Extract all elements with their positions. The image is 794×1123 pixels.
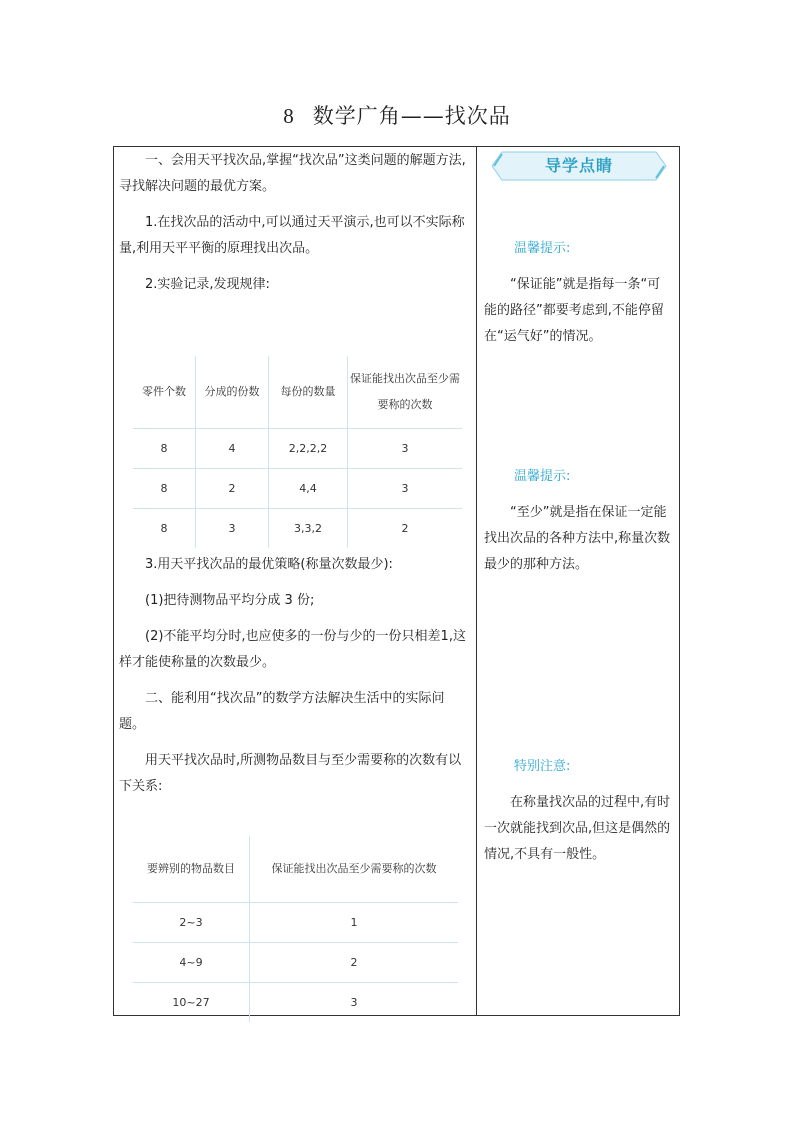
tip-1-title: 温馨提示: — [514, 241, 571, 256]
point-3: 3.用天平找次品的最优策略(称量次数最少): — [145, 557, 393, 572]
table-header-row — [133, 836, 458, 903]
tip-3-text: 在称量找次品的过程中,有时一次就能找到次品,但这是偶然的情况,不具有一般性。 — [484, 795, 671, 862]
table-cell: 3 — [348, 469, 463, 509]
table-header-row — [133, 356, 462, 429]
table-cell: 3 — [250, 983, 459, 1023]
table-cell: 8 — [133, 429, 196, 469]
table-row — [133, 509, 462, 549]
table-row — [133, 903, 458, 943]
table-cell: 1 — [250, 903, 459, 943]
page-title — [0, 100, 794, 130]
table-header: 零件个数 — [142, 385, 186, 398]
table-row — [133, 943, 458, 983]
table-row — [133, 429, 462, 469]
table-cell: 8 — [133, 469, 196, 509]
chapter-number: 8 — [283, 104, 295, 128]
table-row — [133, 983, 458, 1023]
relation-intro: 用天平找次品时,所测物品数目与至少需要称的次数有以下关系: — [119, 753, 462, 794]
tip-2-title: 温馨提示: — [514, 469, 571, 484]
objective-2: 二、能利用“找次品”的数学方法解决生活中的实际问题。 — [119, 691, 445, 732]
table-cell: 2 — [250, 943, 459, 983]
tip-2-text: “至少”就是指在保证一定能找出次品的各种方法中,称量次数最少的那种方法。 — [484, 505, 671, 572]
guide-banner — [490, 150, 668, 182]
banner-label: 导学点睛 — [544, 156, 613, 175]
table-cell: 4,4 — [269, 469, 348, 509]
table-cell: 2~3 — [133, 903, 250, 943]
table-header: 保证能找出次品至少需要称的次数 — [348, 356, 463, 429]
table-cell: 8 — [133, 509, 196, 549]
chapter-title: 数学广角——找次品 — [312, 104, 511, 128]
table-header: 分成的份数 — [196, 356, 269, 429]
table-cell: 2 — [196, 469, 269, 509]
point-2: 2.实验记录,发现规律: — [145, 277, 270, 292]
table-cell: 4~9 — [133, 943, 250, 983]
table-cell: 10~27 — [133, 983, 250, 1023]
table-cell: 2 — [348, 509, 463, 549]
main-column — [119, 148, 469, 1022]
strategy-2: (2)不能平均分时,也应使多的一份与少的一份只相差1,这样才能使称量的次数最少。 — [119, 629, 466, 670]
relation-table — [133, 836, 458, 1022]
sidebar — [484, 150, 672, 868]
table-cell: 3,3,2 — [269, 509, 348, 549]
tip-3-title: 特别注意: — [514, 759, 571, 774]
point-1: 1.在找次品的活动中,可以通过天平演示,也可以不实际称量,利用天平平衡的原理找出次品。 — [119, 215, 465, 256]
strategy-1: (1)把待测物品平均分成 3 份; — [145, 593, 315, 608]
column-divider — [476, 146, 477, 1016]
experiment-table — [133, 356, 462, 548]
table-cell: 4 — [196, 429, 269, 469]
tip-1-text: “保证能”就是指每一条“可能的路径”都要考虑到,不能停留在“运气好”的情况。 — [484, 277, 664, 344]
table-header: 保证能找出次品至少需要称的次数 — [250, 836, 459, 903]
table-header: 每份的数量 — [269, 356, 348, 429]
table-cell: 3 — [348, 429, 463, 469]
table-cell: 3 — [196, 509, 269, 549]
objective-1: 一、会用天平找次品,掌握“找次品”这类问题的解题方法,寻找解决问题的最优方案。 — [119, 153, 466, 194]
table-row — [133, 469, 462, 509]
table-header: 要辨别的物品数目 — [147, 862, 235, 875]
table-cell: 2,2,2,2 — [269, 429, 348, 469]
